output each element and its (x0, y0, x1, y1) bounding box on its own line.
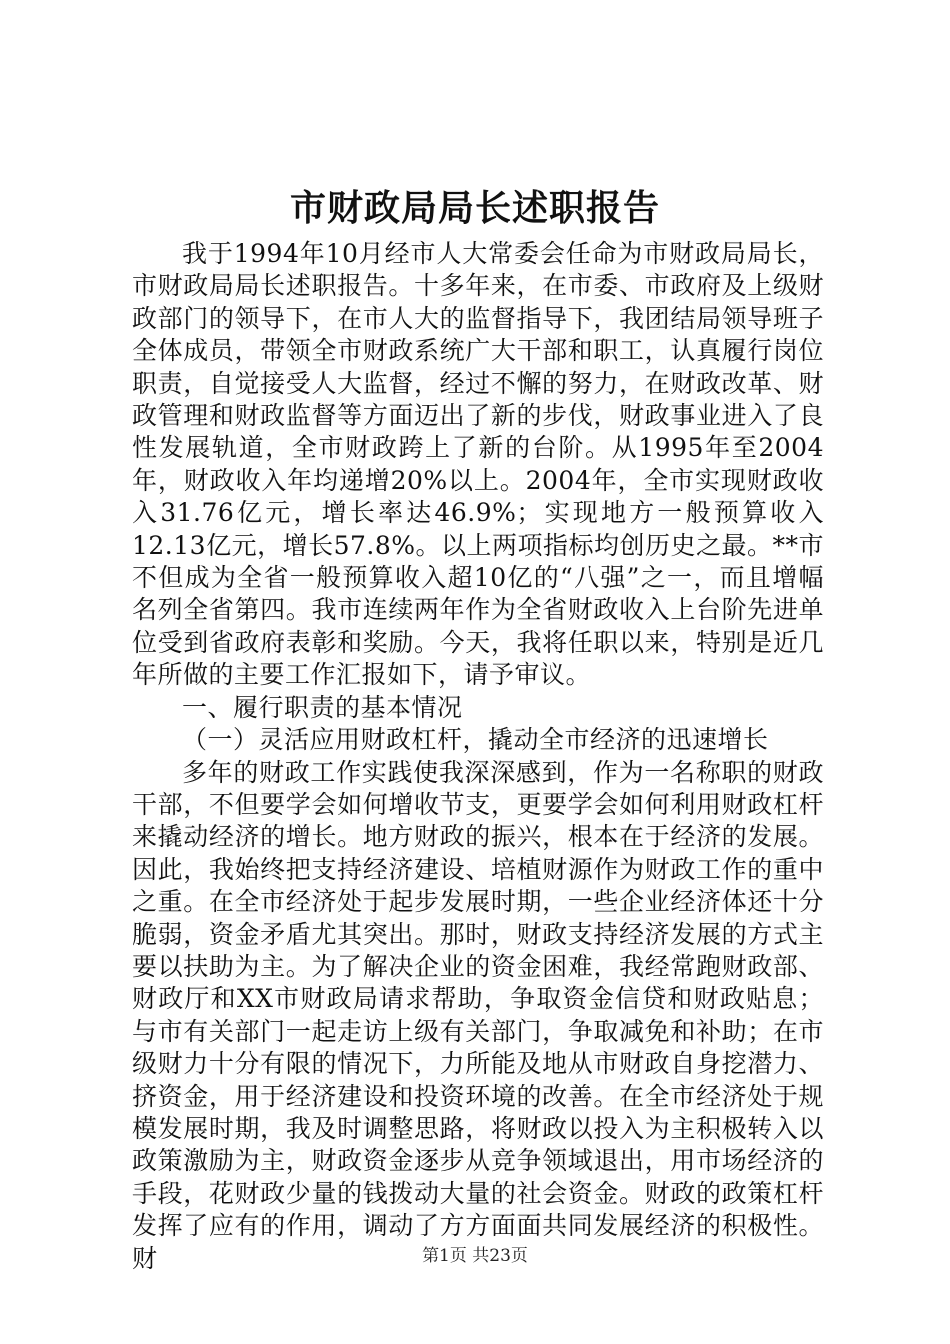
page-number-footer: 第1页 共23页 (422, 1246, 528, 1266)
paragraph-intro: 我于1994年10月经市人大常委会任命为市财政局局长，市财政局局长述职报告。十多年来，在市委、市政府及上级财政部门的领导下，在市人大的监督指导下，我团结局领导班子全体成员，带领全市财政系统广大干部和职工，认真履行岗位职责，自觉接受人大监督，经过不懈的努力，在财政改革、财政管理和财政监督等方面迈出了新的步伐，财政事业进入了良性发展轨道，全市财政跨上了新的台阶。从1995年至2004年，财政收入年均递增20%以上。2004年，全市实现财政收入31.76亿元，增长率达46.9%；实现地方一般预算收入12.13亿元，增长57.8%。以上两项指标均创历史之最。**市不但成为全省一般预算收入超10亿的“八强”之一，而且增幅名列全省第四。我市连续两年作为全省财政收入上台阶先进单位受到省政府表彰和奖励。今天，我将任职以来，特别是近几年所做的主要工作汇报如下，请予审议。 (132, 239, 824, 690)
subsection-heading: （一）灵活应用财政杠杆，撬动全市经济的迅速增长 (182, 725, 769, 755)
document-title: 市财政局局长述职报告 (289, 187, 660, 229)
section-heading: 一、履行职责的基本情况 (182, 692, 463, 722)
paragraph-body: 多年的财政工作实践使我深深感到，作为一名称职的财政干部，不但要学会如何增收节支，更要学会如何利用财政杠杆来撬动经济的增长。地方财政的振兴，根本在于经济的发展。因此，我始终把支持经济建设、培植财源作为财政工作的重中之重。在全市经济处于起步发展时期，一些企业经济体还十分脆弱，资金矛盾尤其突出。那时，财政支持经济发展的方式主要以扶助为主。为了解决企业的资金困难，我经常跑财政部、财政厅和XX市财政局请求帮助，争取资金信贷和财政贴息；与市有关部门一起走访上级有关部门，争取减免和补助；在市级财力十分有限的情况下，力所能及地从市财政自身挖潜力、挤资金，用于经济建设和投资环境的改善。在全市经济处于规模发展时期，我及时调整思路，将财政以投入为主积极转入以政策激励为主，财政资金逐步从竞争领域退出，用市场经济的手段，花财政少量的钱拨动大量的社会资金。财政的政策杠杆发挥了应有的作用，调动了方方面面共同发展经济的积极性。财 (132, 757, 824, 1273)
document-body (132, 238, 824, 1275)
